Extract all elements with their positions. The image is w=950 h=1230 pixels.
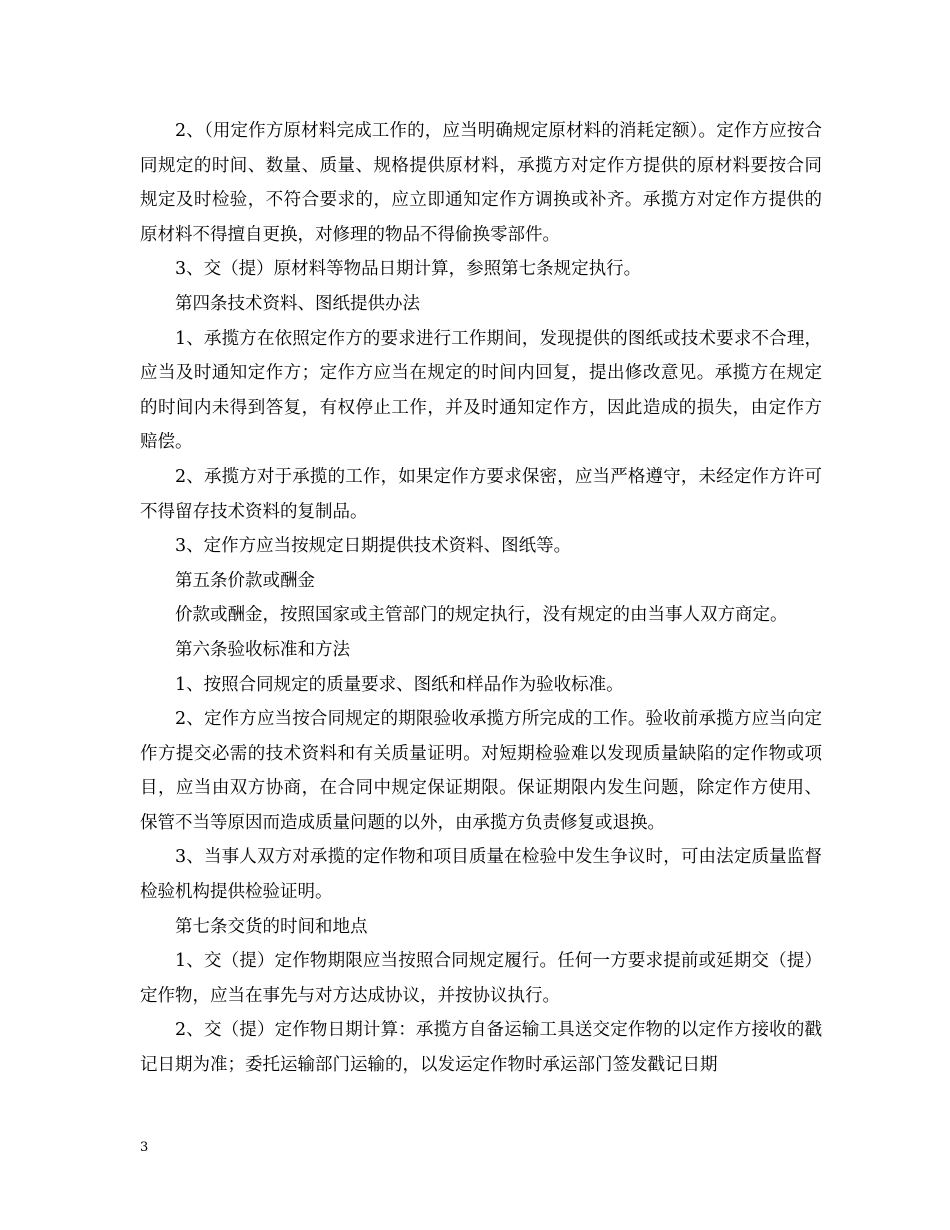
page-number: 3 — [140, 1140, 149, 1155]
paragraph-clause3-item3: 3、交（提）原材料等物品日期计算，参照第七条规定执行。 — [175, 259, 642, 280]
heading-clause7: 第七条交货的时间和地点 — [175, 916, 368, 937]
paragraph-clause4-item2: 2、承揽方对于承揽的工作，如果定作方要求保密，应当严格遵守，未经定作方许可不得留存技术资料的复制品。 — [140, 466, 822, 522]
heading-clause6: 第六条验收标准和方法 — [175, 639, 350, 660]
paragraph-clause5-body: 价款或酬金，按照国家或主管部门的规定执行，没有规定的由当事人双方商定。 — [175, 605, 788, 626]
paragraph-clause4-item1: 1、承揽方在依照定作方的要求进行工作期间，发现提供的图纸或技术要求不合理，应当及时通知定作方；定作方应当在规定的时间内回复，提出修改意见。承揽方在规定的时间内未得到答复，有权停止工作，并及时通知定作方，因此造成的损失，由定作方赔偿。 — [140, 328, 822, 453]
heading-clause4: 第四条技术资料、图纸提供办法 — [175, 293, 420, 314]
paragraph-clause7-item2: 2、交（提）定作物日期计算：承揽方自备运输工具送交定作物的以定作方接收的戳记日期为准；委托运输部门运输的，以发运定作物时承运部门签发戳记日期 — [140, 1020, 822, 1076]
paragraph-clause7-item1: 1、交（提）定作物期限应当按照合同规定履行。任何一方要求提前或延期交（提）定作物，应当在事先与对方达成协议，并按协议执行。 — [140, 951, 822, 1006]
heading-clause5: 第五条价款或酬金 — [175, 570, 315, 591]
paragraph-clause6-item1: 1、按照合同规定的质量要求、图纸和样品作为验收标准。 — [175, 674, 624, 695]
paragraph-clause6-item3: 3、当事人双方对承揽的定作物和项目质量在检验中发生争议时，可由法定质量监督检验机构提供检验证明。 — [140, 847, 822, 903]
paragraph-clause6-item2: 2、定作方应当按合同规定的期限验收承揽方所完成的工作。验收前承揽方应当向定作方提交必需的技术资料和有关质量证明。对短期检验难以发现质量缺陷的定作物或项目，应当由双方协商，在合同中规定保证期限。保证期限内发生问题，除定作方使用、保管不当等原因而造成质量问题的以外，由承揽方负责修复或退换。 — [140, 709, 822, 833]
paragraph-clause3-item2: 2、（用定作方原材料完成工作的，应当明确规定原材料的消耗定额）。定作方应按合同规定的时间、数量、质量、规格提供原材料，承揽方对定作方提供的原材料要按合同规定及时检验，不符合要求的，应立即通知定作方调换或补齐。承揽方对定作方提供的原材料不得擅自更换，对修理的物品不得偷换零部件。 — [140, 121, 822, 245]
document-body — [140, 114, 822, 1083]
paragraph-clause4-item3: 3、定作方应当按规定日期提供技术资料、图纸等。 — [175, 536, 572, 557]
